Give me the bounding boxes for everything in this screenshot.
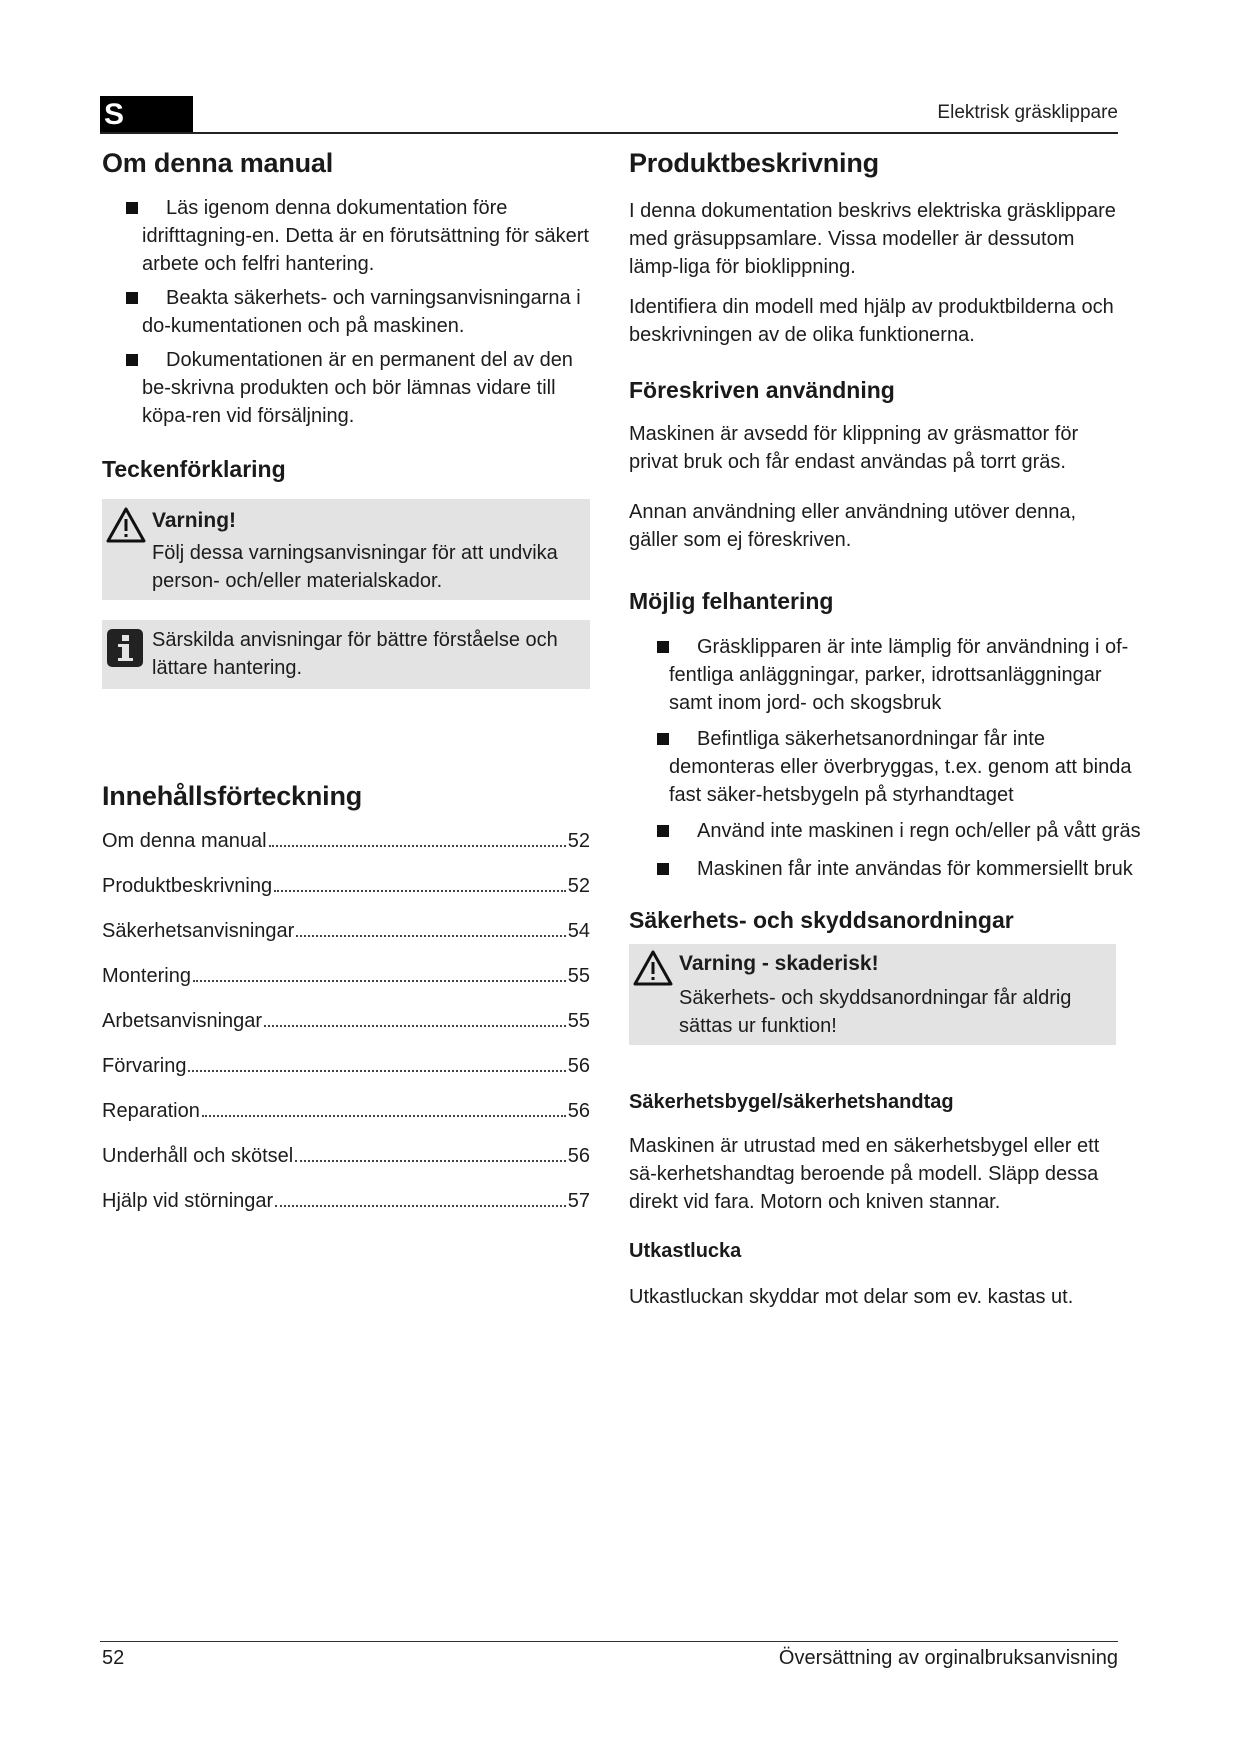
toc-entry[interactable]: [102, 875, 590, 920]
intended-use-paragraph-1: Maskinen är avsedd för klippning av gräsmattor för privat bruk och får endast användas på torrt gräs.: [629, 423, 1079, 473]
list-item: [102, 346, 590, 430]
toc-leader-dots: [275, 1204, 566, 1207]
square-bullet-icon: [126, 202, 138, 214]
product-heading: Produktbeskrivning: [629, 148, 879, 178]
language-badge: S: [100, 96, 193, 133]
misuse-heading: Möjlig felhantering: [629, 588, 834, 614]
header-title: Elektrisk gräsklippare: [937, 102, 1118, 123]
safety-warning-title: Varning - skaderisk!: [679, 952, 879, 975]
intended-use-paragraph-2: Annan användning eller användning utöver denna, gäller som ej föreskriven.: [629, 501, 1077, 551]
toc-entry-page: 56: [567, 1100, 590, 1122]
toc-entry-label: Förvaring: [102, 1055, 187, 1077]
page-number: 52: [102, 1647, 125, 1669]
toc-heading: Innehållsförteckning: [102, 781, 363, 811]
toc-entry-label: Om denna manual: [102, 830, 267, 852]
header-divider: [100, 132, 1118, 134]
toc-entry[interactable]: [102, 1145, 590, 1190]
right-column: [629, 145, 1141, 1311]
list-item-text: Befintliga säkerhetsanordningar får inte demonteras eller överbryggas, t.ex. genom att binda fast säker-hetsbygeln på styrhandtaget: [669, 728, 1132, 806]
toc-leader-dots: [193, 979, 566, 982]
footer-divider: [100, 1641, 1118, 1642]
warning-triangle-icon: [633, 950, 673, 986]
toc-entry-page: 52: [567, 830, 590, 852]
list-item-text: Dokumentationen är en permanent del av den be-skrivna produkten och bör lämnas vidare till köpa-ren vid försäljning.: [142, 349, 573, 427]
toc-leader-dots: [269, 844, 566, 847]
info-box: [102, 620, 590, 689]
list-item-text: Maskinen får inte användas för kommersiellt bruk: [697, 858, 1133, 880]
safety-warning-text: Säkerhets- och skyddsanordningar får aldrig sättas ur funktion!: [679, 987, 1072, 1037]
toc-entry-label: Underhåll och skötsel: [102, 1145, 294, 1167]
warning-box: [102, 499, 590, 600]
manual-list: [102, 194, 590, 430]
list-item-text: Beakta säkerhets- och varningsanvisningarna i do-kumentationen och på maskinen.: [142, 287, 581, 337]
toc-entry[interactable]: [102, 830, 590, 875]
left-column: [102, 145, 590, 1235]
toc-entry-page: 56: [567, 1055, 590, 1077]
list-item: [629, 633, 1149, 717]
list-item: [629, 817, 1149, 845]
list-item-text: Använd inte maskinen i regn och/eller på vått gräs: [697, 820, 1141, 842]
warning-triangle-icon: [106, 507, 146, 543]
square-bullet-icon: [657, 641, 669, 653]
list-item: [629, 725, 1149, 809]
list-item-text: Läs igenom denna dokumentation före idrifttagning-en. Detta är en förutsättning för säkert arbete och felfri hantering.: [142, 197, 589, 275]
chute-heading: Utkastlucka: [629, 1240, 742, 1262]
list-item: [629, 855, 1149, 883]
product-paragraph-2: Identifiera din modell med hjälp av produktbilderna och beskrivningen av de olika funktionerna.: [629, 296, 1114, 346]
misuse-list: [629, 633, 1149, 883]
safety-bail-text: Maskinen är utrustad med en säkerhetsbygel eller ett sä-kerhetshandtag beroende på modell. Släpp dessa direkt vid fara. Motorn och kniven stannar.: [629, 1135, 1100, 1213]
safety-heading: Säkerhets- och skyddsanordningar: [629, 907, 1014, 933]
toc-entry[interactable]: [102, 1100, 590, 1145]
product-paragraph-1: I denna dokumentation beskrivs elektriska gräsklippare med gräsuppsamlare. Vissa modeller är dessutom lämp-liga för bioklippning.: [629, 200, 1116, 278]
list-item-text: Gräsklipparen är inte lämplig för användning i of-fentliga anläggningar, parker, idrottsanläggningar samt inom jord- och skogsbruk: [669, 636, 1129, 714]
list-item: [102, 194, 590, 278]
footer-text: Översättning av orginalbruksanvisning: [778, 1647, 1118, 1669]
legend-heading: Teckenförklaring: [102, 456, 286, 482]
square-bullet-icon: [657, 863, 669, 875]
safety-bail-heading: Säkerhetsbygel/säkerhetshandtag: [629, 1091, 954, 1113]
toc-entry-page: 56: [567, 1145, 590, 1167]
toc-entry-label: Säkerhetsanvisningar: [102, 920, 295, 942]
square-bullet-icon: [657, 733, 669, 745]
list-item: [102, 284, 590, 340]
toc-entry-page: 52: [567, 875, 590, 897]
toc-leader-dots: [188, 1069, 565, 1072]
toc-leader-dots: [202, 1114, 566, 1117]
square-bullet-icon: [657, 825, 669, 837]
square-bullet-icon: [126, 354, 138, 366]
toc-entry[interactable]: [102, 920, 590, 965]
toc-leader-dots: [295, 1159, 566, 1162]
toc-entry[interactable]: [102, 1010, 590, 1055]
toc-entry-label: Montering: [102, 965, 191, 987]
manual-heading: Om denna manual: [102, 148, 334, 178]
toc-entry-page: 54: [567, 920, 590, 942]
square-bullet-icon: [126, 292, 138, 304]
toc-entry-page: 55: [567, 1010, 590, 1032]
toc-entry-label: Hjälp vid störningar: [102, 1190, 274, 1212]
toc-entry-label: Arbetsanvisningar: [102, 1010, 263, 1032]
warning-text: Följ dessa varningsanvisningar för att undvika person- och/eller materialskador.: [152, 542, 558, 592]
toc-entry[interactable]: [102, 1055, 590, 1100]
warning-title: Varning!: [152, 509, 237, 532]
toc-entry-page: 55: [567, 965, 590, 987]
toc-leader-dots: [274, 889, 566, 892]
intended-use-heading: Föreskriven användning: [629, 377, 895, 403]
info-icon: [106, 628, 144, 668]
toc-entry[interactable]: [102, 965, 590, 1010]
toc-list: [102, 830, 590, 1235]
toc-entry-page: 57: [567, 1190, 590, 1212]
toc-entry-label: Reparation: [102, 1100, 200, 1122]
toc-leader-dots: [264, 1024, 566, 1027]
toc-entry[interactable]: [102, 1190, 590, 1235]
toc-leader-dots: [296, 934, 565, 937]
chute-text: Utkastluckan skyddar mot delar som ev. kastas ut.: [629, 1286, 1074, 1308]
info-text: Särskilda anvisningar för bättre förståelse och lättare hantering.: [152, 629, 558, 679]
toc-entry-label: Produktbeskrivning: [102, 875, 273, 897]
safety-warning-box: [629, 944, 1116, 1045]
